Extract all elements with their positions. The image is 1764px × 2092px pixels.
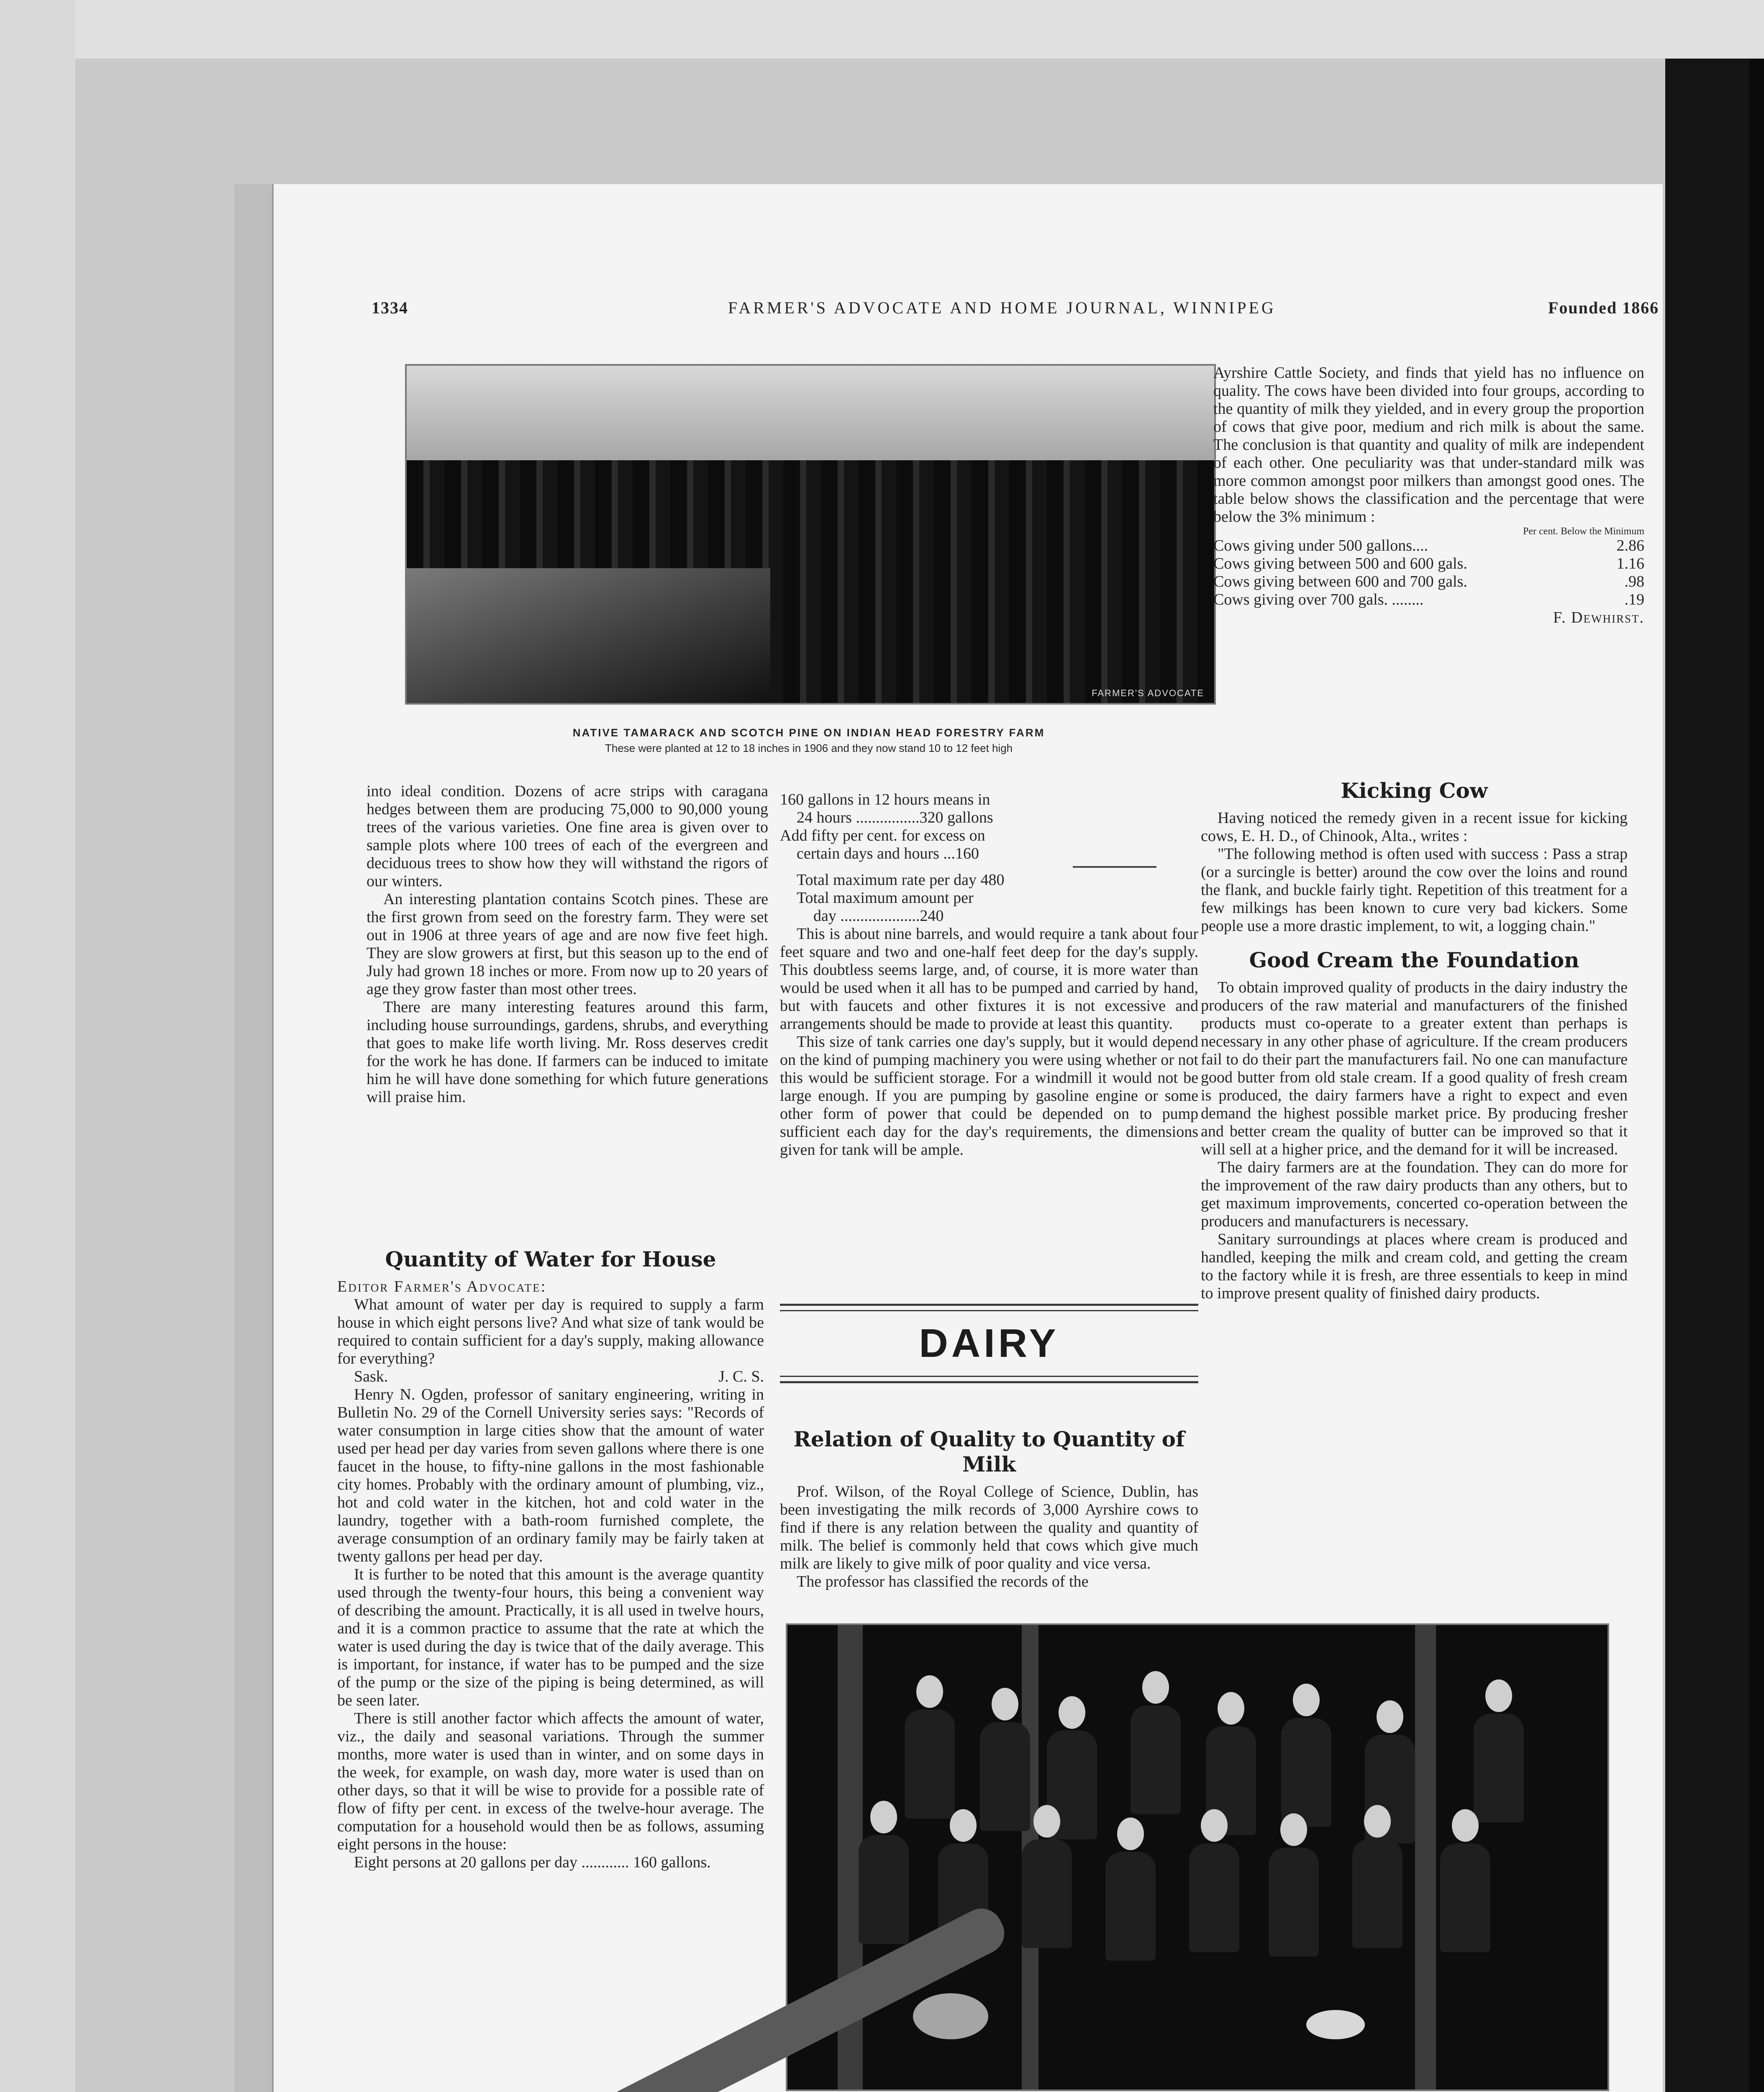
dairy-section-banner: [780, 1304, 1198, 1383]
section-title: DAIRY: [919, 1321, 1059, 1366]
paragraph: The professor has classified the records of the: [797, 1573, 1089, 1590]
water-article: [337, 1234, 764, 1872]
initials: J. C. S.: [718, 1368, 764, 1385]
table-row: Cows giving over 700 gals. ........ .19: [1213, 591, 1644, 608]
paragraph: Eight persons at 20 gallons per day ............ 160 gallons.: [354, 1854, 711, 1871]
photo-credit: FARMER'S ADVOCATE: [1092, 688, 1204, 698]
table-row: Cows giving under 500 gallons.... 2.86: [1213, 537, 1644, 554]
paragraph: An interesting plantation contains Scotch pines. These are the first grown from seed on the forestry farm. They were set out in 1906 at three years of age and are now five feet high. They are slow growers at first, but this season up to the end of July had grown 18 inches or more. From now up to 20 years of age they grow faster than most other trees.: [367, 890, 768, 998]
milk-quality-article: [780, 1427, 1198, 1591]
scan-background-left: [0, 0, 75, 2092]
signature: F. Dewhirst.: [1553, 609, 1644, 626]
water-article-continued: [780, 791, 1198, 1159]
milk-classification-table: [1213, 526, 1644, 609]
article-heading: Kicking Cow: [1341, 778, 1488, 803]
question: What amount of water per day is required to supply a farm house in which eight persons live? And what size of tank would be required to contain sufficient for a day's supply, making allowance for everything?: [337, 1296, 764, 1367]
paragraph: This size of tank carries one day's supply, but it would depend on the kind of pumping machinery you were using whether or not this would be sufficient storage. For a windmill it would not be large enough. If you are pumping by gasoline engine or some other form of power that could be depended on to pump sufficient each day for the day's requirements, the dimensions given for tank will be ample.: [780, 1033, 1198, 1159]
forestry-article-continued: [367, 782, 768, 1106]
paragraph: There is still another factor which affects the amount of water, viz., the daily and seasonal variations. Through the summer months, more water is used than in winter, and on some days in the week, for example, on wash day, more water is used than on other days, so that it will be wise to provide for a possible rate of flow of fifty per cent. in excess of the twelve-hour average. The computation for a household would then be as follows, assuming eight persons in the house:: [337, 1710, 764, 1853]
article-heading: Good Cream the Foundation: [1249, 948, 1579, 972]
paragraph: Henry N. Ogden, professor of sanitary engineering, writing in Bulletin No. 29 of the Cornell University series says: "Records of water consumption in large cities show that the amount of water used per head per day varies from seven gallons where there is one faucet in the house, to fifty-nine gallons in the most fashionable city homes. Probably with the ordinary amount of plumbing, viz., hot and cold water in the kitchen, hot and cold water in the laundry, together with a bath-room furnished complete, the average consumption of an ordinary family may be fairly taken at twenty gallons per head per day.: [337, 1386, 764, 1565]
book-page-edges: [234, 184, 274, 2092]
paragraph: Sanitary surroundings at places where cream is produced and handled, keeping the milk and cream cold, and getting the cream to the factory while it is fresh, are three essentials to keep in mind to improve present quality of finished dairy products.: [1201, 1231, 1628, 1302]
paragraph: There are many interesting features around this farm, including house surroundings, gardens, shrubs, and everything that goes to make life worth living. Mr. Ross deserves credit for the work he has done. If farmers can be induced to imitate him he will have done something for which future generations will praise him.: [367, 998, 768, 1106]
location: Sask.: [354, 1368, 388, 1385]
page-number: 1334: [372, 298, 408, 317]
kicking-cow-article: [1201, 766, 1628, 1302]
paragraph: To obtain improved quality of products in the dairy industry the producers of the raw material and manufacturers of the finished products must co-operate to a greater extent than perhaps is necessary in any other phase of agriculture. If the cream producers fail to do their part the manufacturers fail. No one can manufacture good butter from old stale cream. If a good quality of fresh cream is produced, the dairy farmers have a right to expect and even demand the highest possible market price. By producing fresher and better cream the quality of butter can be improved so that it will sell at a higher price, and the demand for it will be increased.: [1201, 979, 1628, 1158]
table-row: Cows giving between 500 and 600 gals. 1.16: [1213, 555, 1644, 572]
article-heading: Quantity of Water for House: [385, 1247, 716, 1272]
caption-title: NATIVE TAMARACK AND SCOTCH PINE ON INDIAN HEAD FORESTRY FARM: [572, 726, 1045, 739]
paragraph: Ayrshire Cattle Society, and finds that yield has no influence on quality. The cows have been divided into four groups, according to the quantity of milk they yielded, and in every group the proportion of cows that give poor, medium and rich milk is about the same. The conclusion is that quantity and quality of milk are independent of each other. One peculiarity was that under-standard milk was more common amongst poor milkers than amongst good ones. The table below shows the classification and the percentage that were below the 3% minimum :: [1213, 364, 1644, 526]
caption-subtitle: These were planted at 12 to 18 inches in 1906 and they now stand 10 to 12 feet high: [605, 742, 1013, 754]
table-row: Cows giving between 600 and 700 gals. .98: [1213, 573, 1644, 590]
paragraph: The dairy farmers are at the foundation. They can do more for the improvement of the raw dairy products than any others, but to get maximum improvements, concerted co-operation between the producers and manufacturers is necessary.: [1201, 1159, 1628, 1230]
forestry-photo: [405, 364, 1216, 705]
paragraph: Having noticed the remedy given in a recent issue for kicking cows, E. H. D., of Chinook, Alta., writes :: [1201, 809, 1628, 845]
table-header: Per cent. Below the Minimum: [1523, 526, 1644, 537]
paragraph: "The following method is often used with success : Pass a strap (or a surcingle is better) around the cow over the loins and round the flank, and buckle fairly tight. Repetition of this treatment for a few milkings has been known to cure very bad kickers. Some people use a more drastic implement, to wit, a logging chain.": [1201, 845, 1628, 935]
founded-note: Founded 1866: [1548, 298, 1659, 317]
milk-quality-article-continued: [1213, 364, 1644, 627]
paragraph: It is further to be noted that this amount is the average quantity used through the twenty-four hours, this being a convenient way of describing the amount. Practically, it is all used in twelve hours, and it is a common practice to assume that the rate at which the water is used during the day is twice that of the daily average. This is important, for instance, if water has to be pumped and the size of the pump or the size of the piping is being determined, as will be seen later.: [337, 1566, 764, 1709]
forestry-photo-caption: [405, 726, 1213, 755]
scan-background-top: [0, 0, 1764, 59]
water-calculation: 160 gallons in 12 hours means in 24 hours ................320 gallons Add fifty per cent. for excess on certain days and hours ...160 Total maximum rate per day 480 Total maximum amount per day ....................240: [780, 791, 1198, 925]
paragraph: Prof. Wilson, of the Royal College of Science, Dublin, has been investigating the milk records of 3,000 Ayrshire cows to find if there is any relation between the quality and quantity of milk. The belief is commonly held that cows which give much milk are likely to give milk of poor quality and vice versa.: [780, 1483, 1198, 1572]
paragraph: into ideal condition. Dozens of acre strips with caragana hedges between them are producing 75,000 to 90,000 young trees of the various varieties. One fine area is given over to sample plots where 100 trees of each of the evergreen and deciduous trees to show how they will withstand the rigors of our winters.: [367, 782, 768, 890]
dairymen-association-photo: [786, 1623, 1609, 2091]
journal-title: FARMER'S ADVOCATE AND HOME JOURNAL, WINNIPEG: [728, 298, 1276, 317]
byline: Editor Farmer's Advocate:: [337, 1278, 547, 1295]
article-heading: Relation of Quality to Quantity of Milk: [793, 1427, 1185, 1477]
paragraph: This is about nine barrels, and would require a tank about four feet square and two and one-half feet deep for the day's supply. This doubtless seems large, and, of course, it is more water than would be used when it all has to be pumped and carried by hand, but with faucets and other fixtures it is not excessive and arrangements should be made to provide at least this quantity.: [780, 925, 1198, 1033]
scan-dark-edge: [1665, 59, 1749, 2092]
